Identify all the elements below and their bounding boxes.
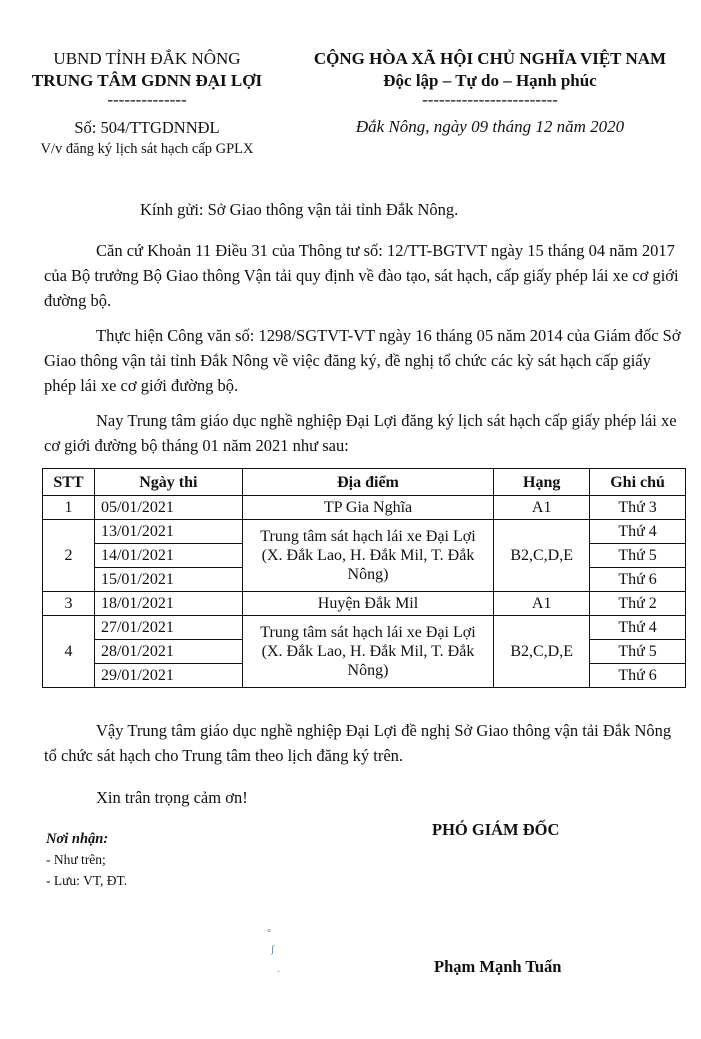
nation-rule: ------------------------ [422,90,558,109]
paragraph-registration: Nay Trung tâm giáo dục nghề nghiệp Đại Lợi đăng ký lịch sát hạch cấp giấy phép lái xe cơ giới đường bộ tháng 01 năm 2021 như sau: [44,411,677,455]
header-stt: STT [43,469,95,496]
recipient-item: - Như trên; [46,852,106,867]
table-header-row [43,469,686,496]
cell-stt: 2 [43,520,95,592]
cell-date: 18/01/2021 [94,592,242,616]
cell-place: Huyện Đắk Mil [242,592,493,616]
cell-note: Thứ 4 [590,616,686,640]
issuer-name: TRUNG TÂM GDNN ĐẠI LỢI [31,71,263,90]
cell-note: Thứ 5 [590,544,686,568]
doc-subject: V/v đăng ký lịch sát hạch cấp GPLX [40,141,254,157]
cell-note: Thứ 4 [590,520,686,544]
table-row [43,520,686,544]
nation-block [290,48,690,108]
recipients-label: Nơi nhận: [46,831,109,847]
header-note: Ghi chú [590,469,686,496]
issuer-block [22,48,272,108]
header-place: Địa điểm [242,469,493,496]
signer-title: PHÓ GIÁM ĐỐC [432,820,560,839]
cell-date: 15/01/2021 [94,568,242,592]
cell-note: Thứ 6 [590,568,686,592]
table-row [43,496,686,520]
cell-place: Trung tâm sát hạch lái xe Đại Lợi (X. Đắk Lao, H. Đắk Mil, T. Đắk Nông) [242,520,493,592]
issuer-rule: -------------- [107,90,187,109]
salutation: Kính gửi: Sở Giao thông vận tải tỉnh Đắk Nông. [140,200,459,219]
table-row [43,616,686,640]
cell-date: 27/01/2021 [94,616,242,640]
paragraph-legal-basis: Căn cứ Khoản 11 Điều 31 của Thông tư số: 12/TT-BGTVT ngày 15 tháng 04 năm 2017 của Bộ trưởng Bộ Giao thông Vận tải quy định về đào tạo, sát hạch, cấp giấy phép lái xe cơ giới đường bộ. [44,241,679,310]
nation-motto: Độc lập – Tự do – Hạnh phúc [383,71,597,90]
signer-name: Phạm Mạnh Tuấn [434,957,562,976]
doc-number: Số: 504/TTGDNNĐL [74,118,220,137]
recipient-item: - Lưu: VT, ĐT. [46,873,128,888]
cell-date: 14/01/2021 [94,544,242,568]
cell-stt: 1 [43,496,95,520]
cell-note: Thứ 3 [590,496,686,520]
cell-rank: B2,C,D,E [494,520,590,592]
cell-stt: 4 [43,616,95,688]
cell-note: Thứ 5 [590,640,686,664]
cell-date: 29/01/2021 [94,664,242,688]
cell-rank: B2,C,D,E [494,616,590,688]
cell-note: Thứ 2 [590,592,686,616]
cell-place: Trung tâm sát hạch lái xe Đại Lợi (X. Đắk Lao, H. Đắk Mil, T. Đắk Nông) [242,616,493,688]
cell-date: 28/01/2021 [94,640,242,664]
closing-thanks: Xin trân trọng cảm ơn! [96,788,248,807]
header-date: Ngày thi [94,469,242,496]
issuer-parent: UBND TỈNH ĐẮK NÔNG [53,49,241,68]
cell-rank: A1 [494,592,590,616]
document-page: UBND TỈNH ĐẮK NÔNG TRUNG TÂM GDNN ĐẠI LỢI -------------- Số: 504/TTGDNNĐL V/v đăng ký lịch sát hạch cấp GPLX CỘNG HÒA XÃ HỘI CHỦ NGHĨA VIỆT NAM Độc lập – Tự do – Hạnh phúc ------------------------ Đắk Nông, ngày 09 tháng 12 năm 2020 Kính gửi: Sở Giao thông vận tải tỉnh Đắk Nông. Căn cứ Khoản 11 Điều 31 của Thông tư số: 12/TT-BGTVT ngày 15 tháng 04 năm 2017 của Bộ trưởng Bộ Giao thông Vận tải quy định về đào tạo, sát hạch, cấp giấy phép lái xe cơ giới đường bộ. Thực hiện Công văn số: 1298/SGTVT-VT ngày 16 tháng 05 năm 2014 của Giám đốc Sở Giao thông vận tải tỉnh Đắk Nông về việc đăng ký, đề nghị tổ chức các kỳ sát hạch cấp giấy phép lái xe cơ giới đường bộ. Nay Trung tâm giáo dục nghề nghiệp Đại Lợi đăng ký lịch sát hạch cấp giấy phép lái xe cơ giới đường bộ tháng 01 năm 2021 như sau: STT Ngày thi Địa điểm Hạng Ghi chú 1 05/01/2021 TP Gia Nghĩa A1 Thứ 3 2 13/01/2021 Trung tâm sát hạch lái xe Đại Lợi (X. Đắk Lao, H. Đắk Mil, T. Đắk Nông) B2,C,D,E Thứ 4 14/01/2021 Thứ 5 15/01/2021 Thứ 6 3 18/01/2021 Huyện Đắk Mil A1 Thứ 2 4 27/01/2021 Trung tâm sát hạch lái xe Đại Lợi (X. Đắk Lao, H. Đắk Mil, T. Đắk Nông) B2,C,D,E Thứ 4 28/01/2021 Thứ 5 29/01/2021 Thứ 6 Vậy Trung tâm giáo dục nghề nghiệp Đại Lợi đề nghị Sở Giao thông vận tải Đắk Nông tổ chức sát hạch cho Trung tâm theo lịch đăng ký trên. Xin trân trọng cảm ơn! Nơi nhận: - Như trên; - Lưu: VT, ĐT. PHÓ GIÁM ĐỐC Phạm Mạnh Tuấn ° ʃ ˏ [0,0,701,1039]
header-rank: Hạng [494,469,590,496]
place-date: Đắk Nông, ngày 09 tháng 12 năm 2020 [355,117,625,136]
cell-date: 05/01/2021 [94,496,242,520]
paragraph-request: Vậy Trung tâm giáo dục nghề nghiệp Đại Lợi đề nghị Sở Giao thông vận tải Đắk Nông tổ chức sát hạch cho Trung tâm theo lịch đăng ký trên. [44,721,672,765]
cell-place: TP Gia Nghĩa [242,496,493,520]
nation-title: CỘNG HÒA XÃ HỘI CHỦ NGHĨA VIỆT NAM [313,49,667,68]
schedule-table [42,468,686,688]
cell-rank: A1 [494,496,590,520]
cell-stt: 3 [43,592,95,616]
table-row [43,592,686,616]
cell-note: Thứ 6 [590,664,686,688]
cell-date: 13/01/2021 [94,520,242,544]
paragraph-implementation: Thực hiện Công văn số: 1298/SGTVT-VT ngày 16 tháng 05 năm 2014 của Giám đốc Sở Giao thông vận tải tỉnh Đắk Nông về việc đăng ký, đề nghị tổ chức các kỳ sát hạch cấp giấy phép lái xe cơ giới đường bộ. [44,326,681,395]
